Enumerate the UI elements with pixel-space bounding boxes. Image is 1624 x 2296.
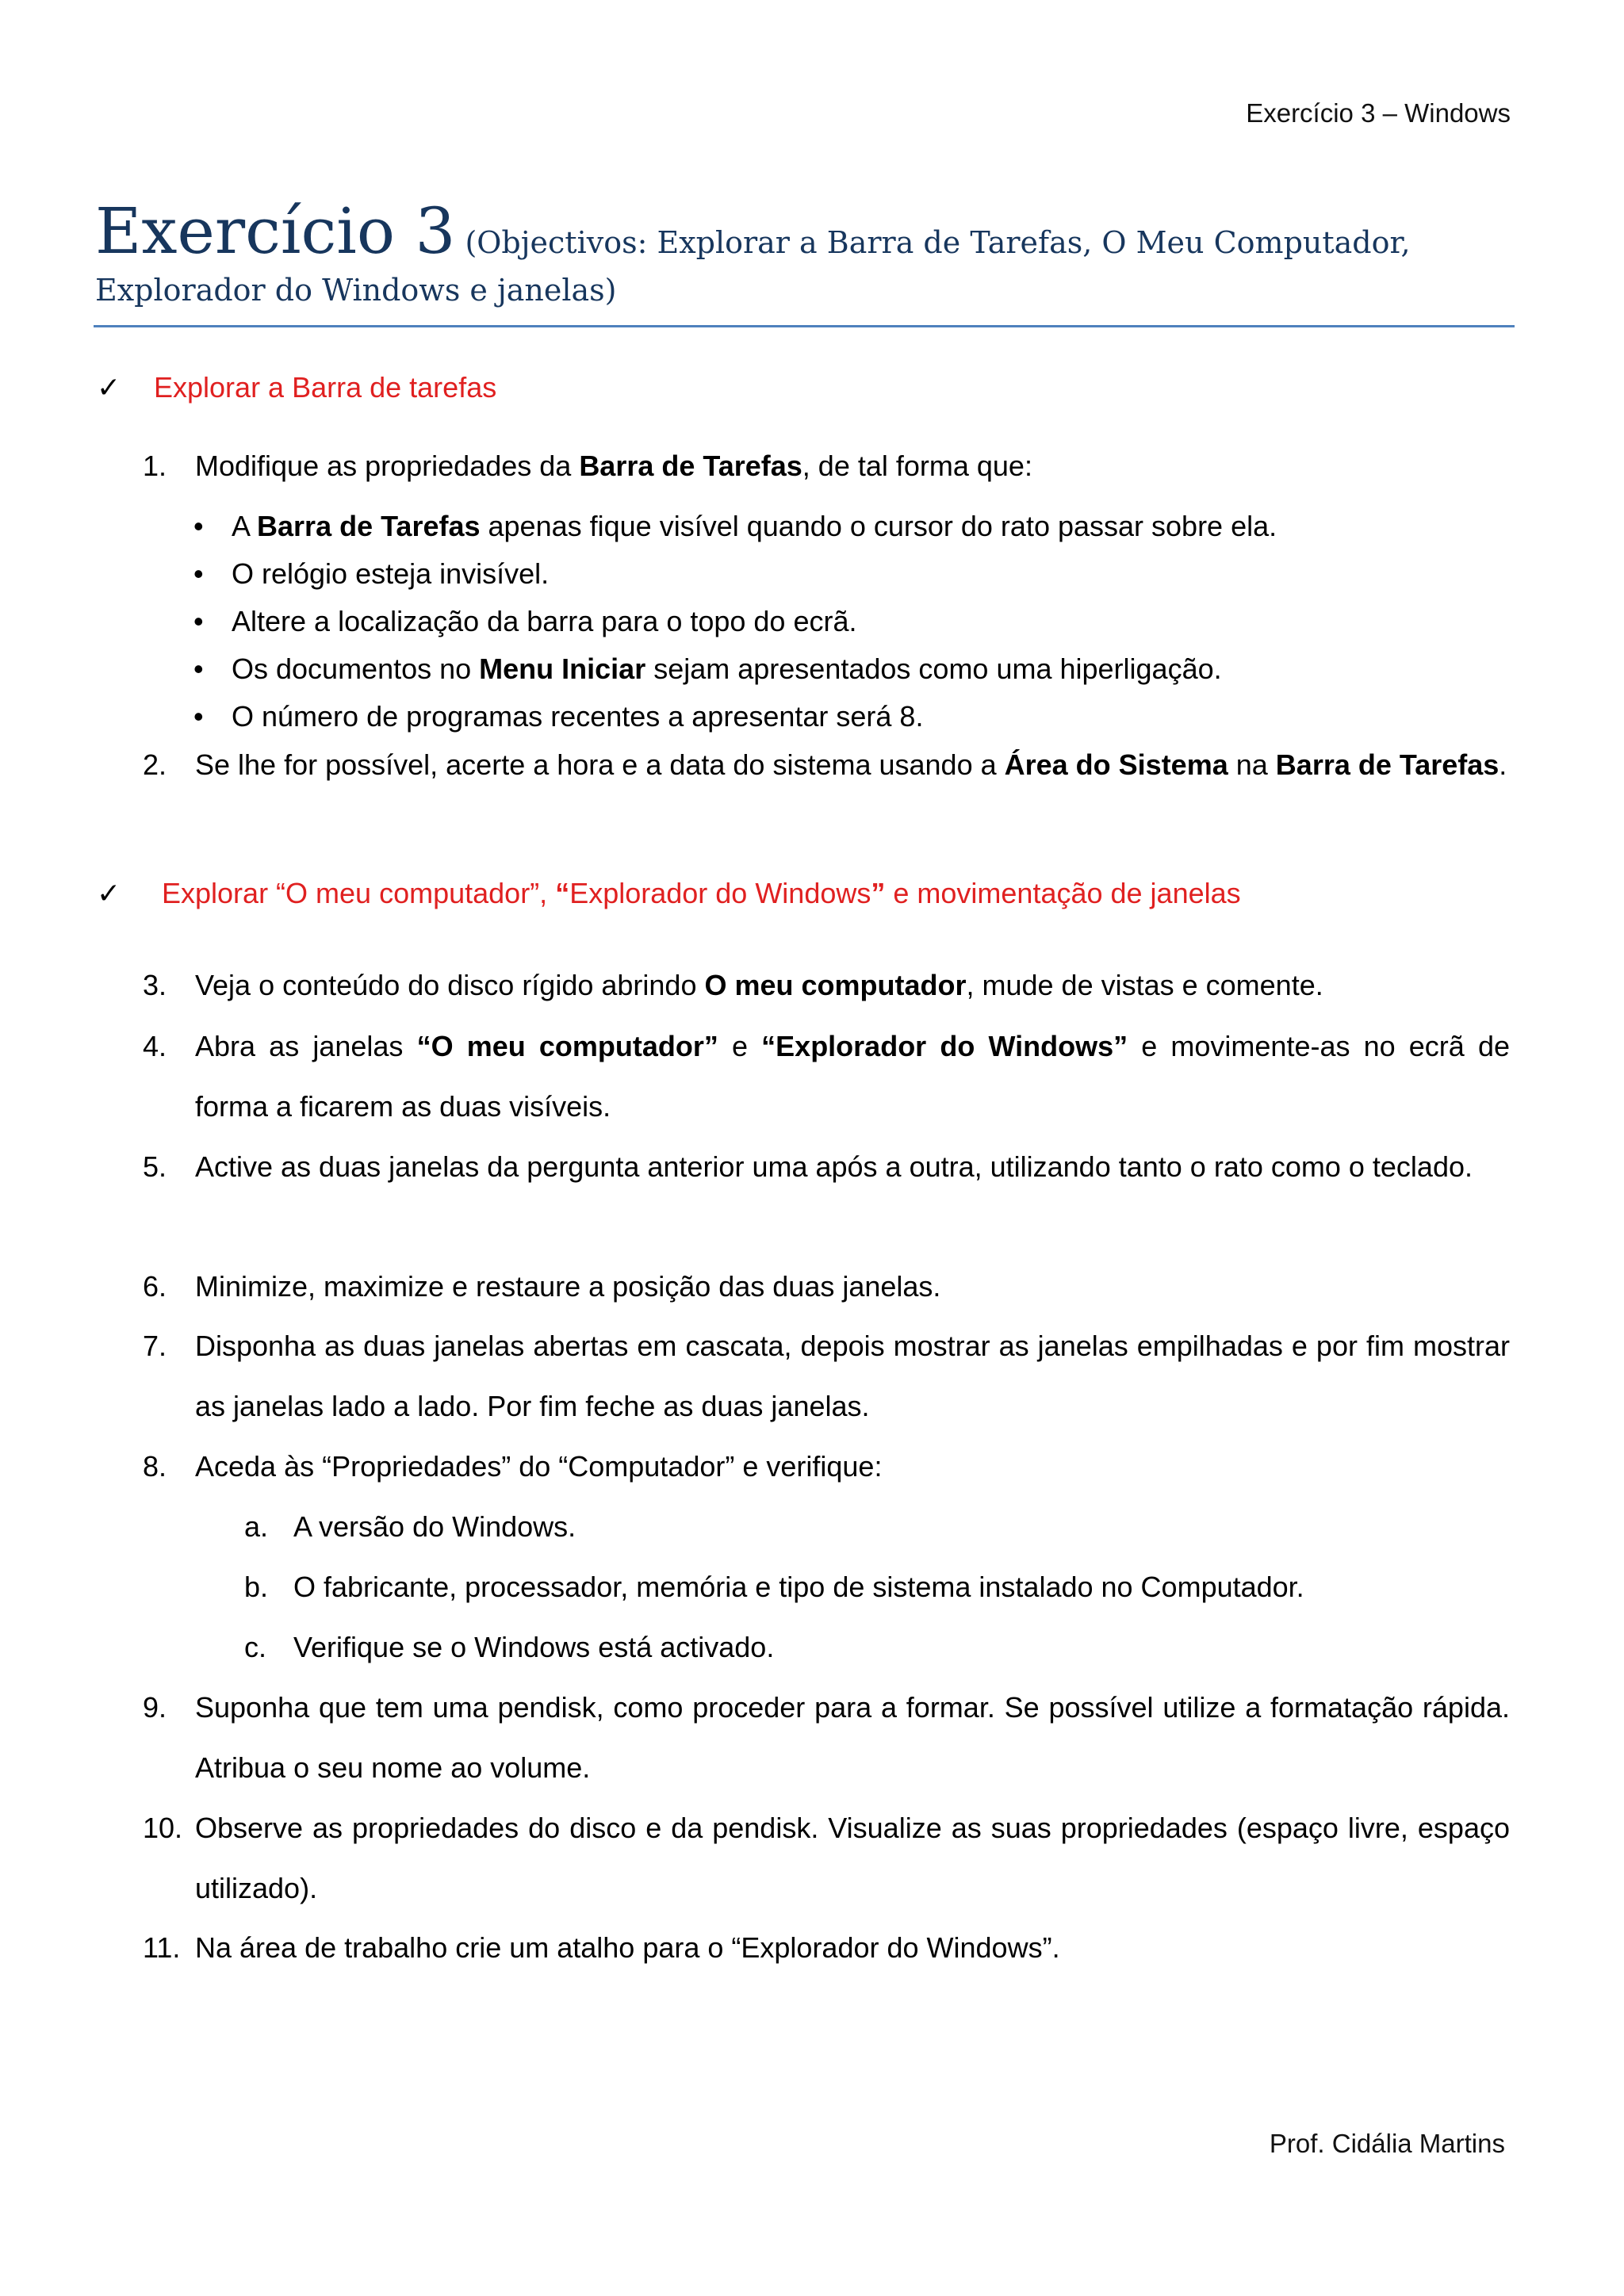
bold-run: “ <box>555 877 570 909</box>
bullet-item <box>193 550 1510 598</box>
bold-run: Menu Iniciar <box>479 652 646 685</box>
text-run: e <box>718 1030 762 1062</box>
item-text: Aceda às “Propriedades” do “Computador” e verifique: <box>195 1450 883 1483</box>
bullet-item <box>193 645 1510 693</box>
checkmark-icon: ✓ <box>97 371 121 404</box>
text-run: . <box>1499 748 1507 781</box>
item-number: 2. <box>143 748 167 781</box>
bullet-item <box>193 693 1510 740</box>
text-run: Explorar “O meu computador”, <box>162 877 556 909</box>
bold-run: “O meu computador” <box>416 1030 718 1062</box>
list-item <box>143 1678 1510 1798</box>
item-text <box>195 443 1510 488</box>
list-item <box>143 1137 1510 1197</box>
bullet-text <box>232 503 1277 550</box>
text-run: e movimente-as no ecrã de forma a ficarem as duas visíveis. <box>195 1030 1510 1123</box>
title-subtitle-line2: Explorador do Windows e janelas) <box>95 273 617 308</box>
text-run: , mude de vistas e comente. <box>966 969 1323 1001</box>
page-footer: Prof. Cidália Martins <box>1269 2129 1505 2158</box>
bold-run: Barra de Tarefas <box>579 450 802 482</box>
text-run: , de tal forma que: <box>802 450 1032 482</box>
item-text: Suponha que tem uma pendisk, como proceder para a formar. Se possível utilize a formatação rápida. Atribua o seu nome ao volume. <box>195 1691 1510 1784</box>
bullet-text: Altere a localização da barra para o topo do ecrã. <box>232 605 857 637</box>
text-run: Explorador do Windows <box>569 877 871 909</box>
bold-run: O meu computador <box>704 969 967 1001</box>
list-item <box>143 962 1510 1008</box>
bullet-icon: • <box>193 652 204 685</box>
text-run: A <box>232 510 258 542</box>
bold-run: “Explorador do Windows” <box>761 1030 1128 1062</box>
list-item <box>143 1798 1510 1919</box>
item-number: 9. <box>143 1691 167 1724</box>
bold-run: ” <box>871 877 886 909</box>
title-subtitle-line1: (Objectivos: Explorar a Barra de Tarefas, O Meu Computador, <box>455 225 1411 260</box>
section-heading-text: Explorar a Barra de tarefas <box>154 371 497 404</box>
text-run: apenas fique visível quando o cursor do rato passar sobre ela. <box>480 510 1277 542</box>
list-item <box>143 742 1510 787</box>
text-run: Se lhe for possível, acerte a hora e a data do sistema usando a <box>195 748 1005 781</box>
bullet-icon: • <box>193 557 204 590</box>
section-heading-text <box>162 877 1241 910</box>
text-run: Abra as janelas <box>195 1030 417 1062</box>
sub-text: O fabricante, processador, memória e tipo de sistema instalado no Computador. <box>293 1571 1304 1603</box>
bullet-text: O relógio esteja invisível. <box>232 557 550 590</box>
checkmark-icon: ✓ <box>97 877 121 909</box>
list-item <box>143 1016 1510 1137</box>
item-text <box>195 742 1510 787</box>
bullet-text <box>232 645 1222 693</box>
item-text: Minimize, maximize e restaure a posição das duas janelas. <box>195 1270 941 1303</box>
list-item <box>143 1918 1510 1978</box>
bullet-item <box>193 503 1510 550</box>
bullet-item <box>193 598 1510 645</box>
sub-item <box>244 1497 1510 1557</box>
text-run: Modifique as propriedades da <box>195 450 580 482</box>
text-run: e movimentação de janelas <box>885 877 1241 909</box>
bullet-icon: • <box>193 700 204 733</box>
sub-item <box>244 1617 1510 1678</box>
text-run: Os documentos no <box>232 652 480 685</box>
item-number: 11. <box>143 1931 181 1964</box>
sub-text: Verifique se o Windows está activado. <box>293 1631 775 1663</box>
section-heading-explorer <box>97 877 1524 910</box>
text-run: na <box>1228 748 1276 781</box>
section-heading-taskbar <box>97 371 1524 404</box>
item-text: Active as duas janelas da pergunta anterior uma após a outra, utilizando tanto o rato como o teclado. <box>195 1150 1473 1183</box>
sub-letter: c. <box>244 1631 267 1663</box>
item-number: 5. <box>143 1150 167 1183</box>
sub-text: A versão do Windows. <box>293 1510 576 1543</box>
bold-run: Barra de Tarefas <box>257 510 481 542</box>
list-item <box>143 1437 1510 1497</box>
bold-run: Área do Sistema <box>1004 748 1228 781</box>
item-text: Observe as propriedades do disco e da pendisk. Visualize as suas propriedades (espaço livre, espaço utilizado). <box>195 1812 1510 1904</box>
bullet-icon: • <box>193 510 204 542</box>
item-number: 4. <box>143 1030 167 1062</box>
item-number: 10. <box>143 1812 183 1844</box>
item-text <box>195 1016 1510 1137</box>
item-text: Na área de trabalho crie um atalho para o “Explorador do Windows”. <box>195 1931 1060 1964</box>
item-number: 1. <box>143 450 167 482</box>
sub-letter: b. <box>244 1571 269 1603</box>
item-number: 8. <box>143 1450 167 1483</box>
bullet-text: O número de programas recentes a apresentar será 8. <box>232 700 924 733</box>
title-main: Exercício 3 <box>95 194 456 268</box>
item-number: 7. <box>143 1330 167 1362</box>
bold-run: Barra de Tarefas <box>1275 748 1500 781</box>
list-item <box>143 1257 1510 1317</box>
list-item <box>143 443 1510 488</box>
item-number: 6. <box>143 1270 167 1303</box>
text-run: sejam apresentados como uma hiperligação. <box>645 652 1222 685</box>
item-text: Disponha as duas janelas abertas em cascata, depois mostrar as janelas empilhadas e por fim mostrar as janelas lado a lado. Por fim feche as duas janelas. <box>195 1330 1510 1422</box>
sub-letter: a. <box>244 1510 269 1543</box>
title-divider <box>94 325 1515 327</box>
list-item <box>143 1316 1510 1437</box>
page-header: Exercício 3 – Windows <box>1246 98 1511 128</box>
page-title <box>95 194 1515 314</box>
item-text <box>195 962 1510 1008</box>
sub-item <box>244 1557 1510 1617</box>
item-number: 3. <box>143 969 167 1001</box>
bullet-icon: • <box>193 605 204 637</box>
text-run: Veja o conteúdo do disco rígido abrindo <box>195 969 705 1001</box>
